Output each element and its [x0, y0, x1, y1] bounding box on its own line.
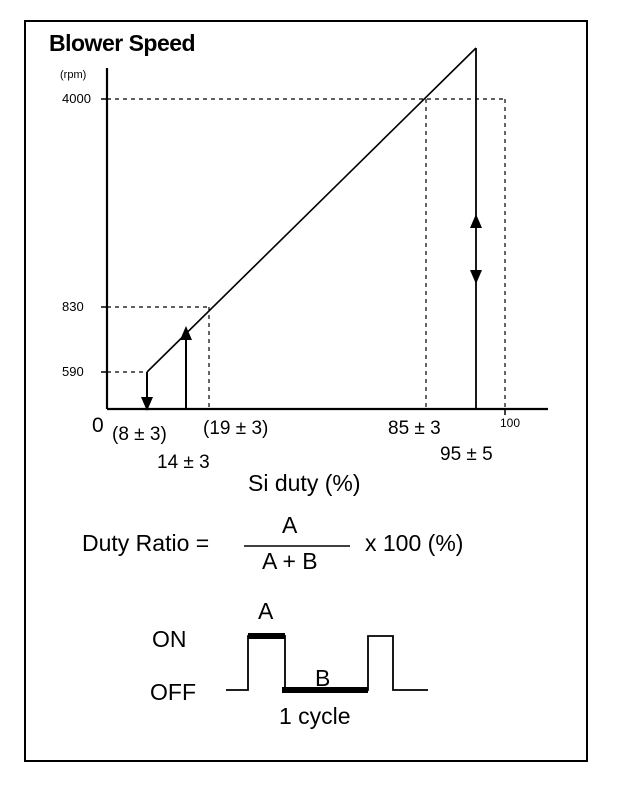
blower-speed-line — [147, 48, 476, 372]
chart-labels — [60, 69, 520, 546]
chart-title: Blower Speed — [49, 30, 196, 56]
x-axis-label: Si duty (%) — [248, 470, 361, 496]
y-tick-label: 590 — [62, 364, 84, 379]
label-8: (8 ± 3) — [112, 424, 167, 445]
cycle-label: 1 cycle — [279, 703, 351, 729]
axes — [101, 68, 548, 415]
formula-numerator: A — [282, 512, 298, 538]
label-14: 14 ± 3 — [157, 452, 210, 473]
off-label: OFF — [150, 679, 196, 705]
b-label: B — [315, 665, 331, 691]
label-95: 95 ± 5 — [440, 444, 493, 465]
formula-right: x 100 (%) — [365, 530, 464, 556]
origin-label: 0 — [92, 414, 104, 437]
guide-lines — [107, 99, 505, 409]
label-19: (19 ± 3) — [203, 418, 269, 439]
arrow-95-down-head — [470, 270, 482, 284]
arrow-95-up-head — [470, 214, 482, 228]
on-label: ON — [152, 626, 187, 652]
y-tick-label: 4000 — [62, 91, 91, 106]
label-85: 85 ± 3 — [388, 418, 441, 439]
x-axis-end-label: 100 — [500, 416, 521, 430]
formula-denominator: A + B — [262, 548, 318, 574]
series-line — [147, 48, 476, 372]
formula-left: Duty Ratio = — [82, 530, 210, 556]
a-label: A — [258, 598, 274, 624]
arrow-14-head — [180, 326, 192, 340]
arrows — [141, 48, 482, 411]
y-tick-label: 830 — [62, 299, 84, 314]
y-axis-unit-label: (rpm) — [60, 69, 87, 81]
